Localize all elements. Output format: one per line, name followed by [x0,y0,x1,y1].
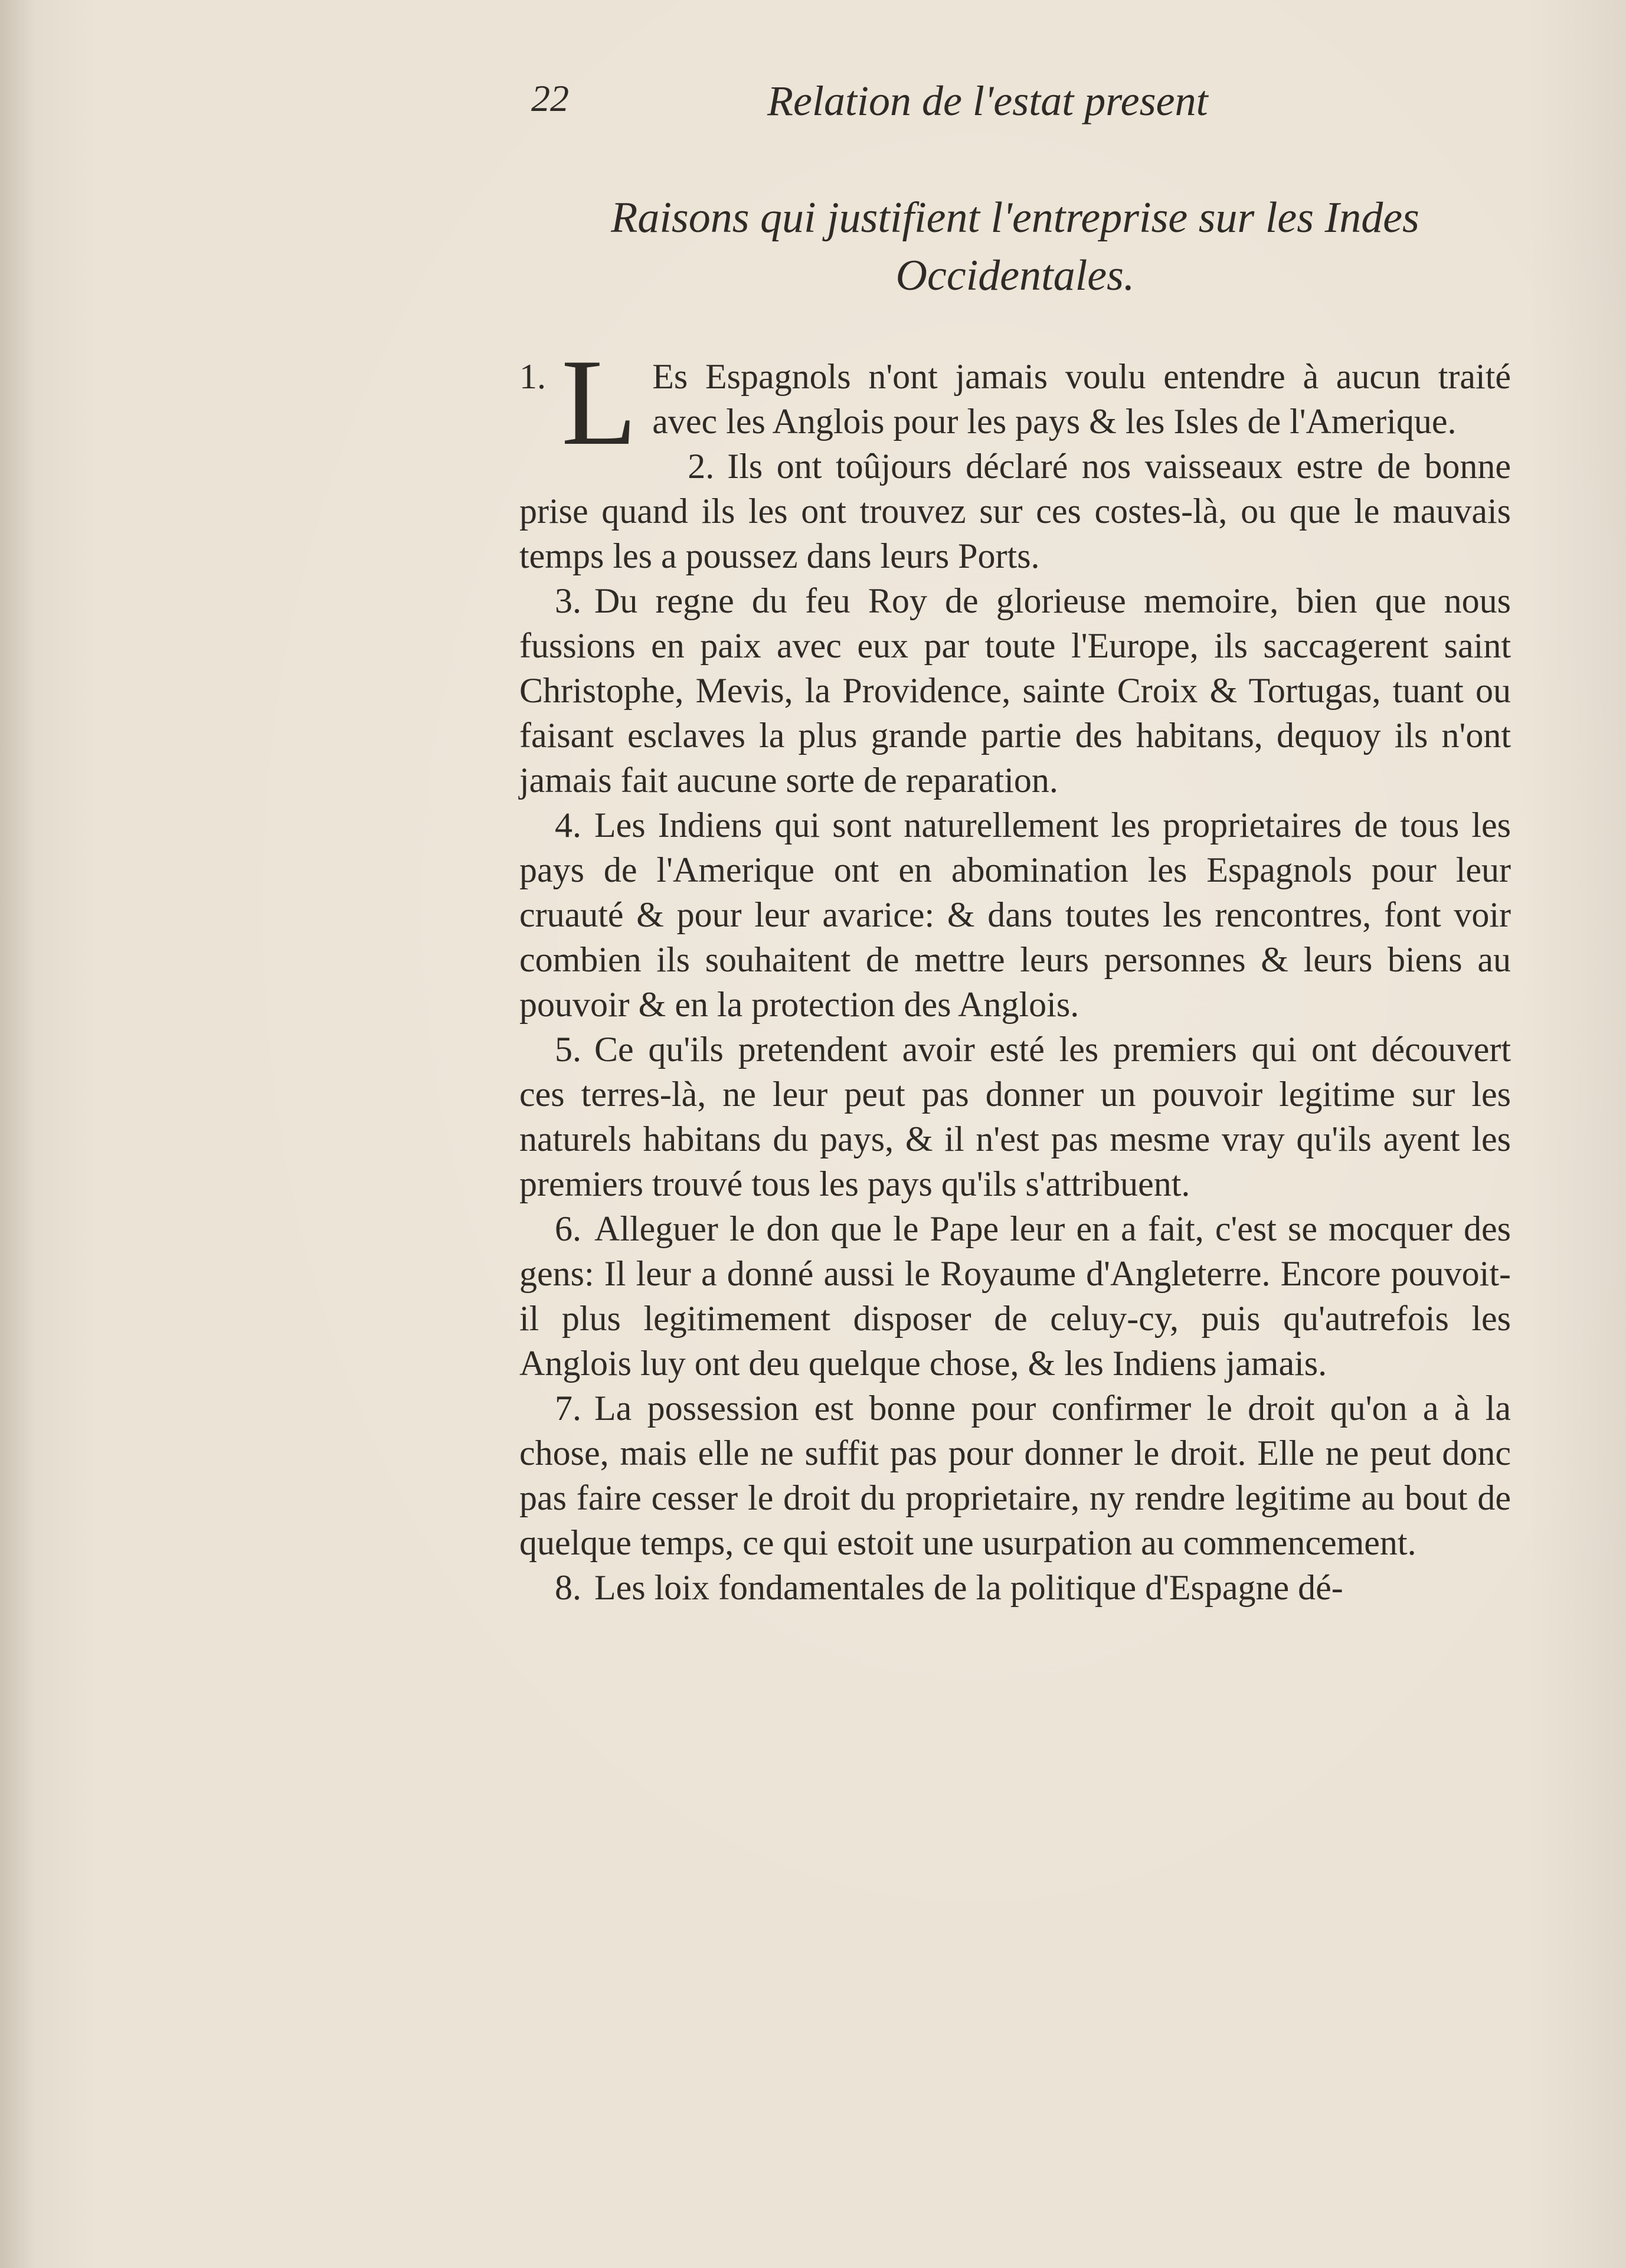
paragraph-text: Es Espagnols n'ont jamais voulu entendre à aucun traité avec les Anglois pour les pays & les Isles de l'Amerique. [652,357,1511,441]
paragraph-text: Ce qu'ils pretendent avoir esté les premiers qui ont découvert ces terres-là, ne leur peut pas donner un pouvoir legitime sur les naturels habitans du pays, & il n'est pas mesme vray qu'ils ayent les premiers trouvé tous les pays qu'ils s'attribuent. [519,1030,1511,1203]
drop-cap: L [561,334,637,471]
section-title-line-2: Occidentales. [895,251,1135,300]
paragraph-8 [519,1565,1511,1610]
paragraph-number: 3. [555,581,581,620]
paragraph-4 [519,803,1511,1027]
paragraph-number: 6. [555,1209,581,1248]
paragraph-1 [519,334,1511,471]
paragraph-text: Du regne du feu Roy de glorieuse memoire, bien que nous fussions en paix avec eux par toute l'Europe, ils saccagerent saint Christophe, Mevis, la Providence, sainte Croix & Tortugas, tuant ou faisant esclaves la plus grande partie des habitans, dequoy ils n'ont jamais fait aucune sorte de reparation. [519,581,1511,800]
page-header [531,77,1310,142]
paragraph-text: La possession est bonne pour confirmer le droit qu'on a à la chose, mais elle ne suffit pas pour donner le droit. Elle ne peut donc pas faire cesser le droit du proprietaire, ny rendre legitime au bout de quelque temps, ce qui estoit une usurpation au commencement. [519,1389,1511,1562]
paragraph-text: Alleguer le don que le Pape leur en a fait, c'est se mocquer des gens: Il leur a donné aussi le Royaume d'Angleterre. Encore pouvoit-il plus legitimement disposer de celuy-cy, puis qu'autrefois les Anglois luy ont deu quelque chose, & les Indiens jamais. [519,1209,1511,1383]
paragraph-text: Ils ont toûjours déclaré nos vaisseaux estre de bonne prise quand ils les ont trouvez sur ces costes-là, ou que le mauvais temps les a poussez dans leurs Ports. [519,447,1511,575]
paragraph-6 [519,1206,1511,1386]
paragraph-text: Les Indiens qui sont naturellement les proprietaires de tous les pays de l'Amerique ont en abomination les Espagnols pour leur cruauté & pour leur avarice: & dans toutes les rencontres, font voir combien ils souhaitent de mettre leurs personnes & leurs biens au pouvoir & en la protection des Anglois. [519,806,1511,1024]
paragraph-2 [519,444,1511,578]
paragraph-7 [519,1386,1511,1565]
paragraph-5 [519,1027,1511,1206]
paragraph-number: 1. [519,357,546,396]
paragraph-number: 2. [688,447,715,486]
body-text [519,334,1511,1610]
paragraph-text: Les loix fondamentales de la politique d'Espagne dé- [594,1568,1343,1607]
section-title [519,189,1511,305]
section-title-line-1: Raisons qui justifient l'entreprise sur les Indes [611,194,1419,242]
paragraph-3 [519,578,1511,803]
running-head: Relation de l'estat present [767,77,1208,125]
paragraph-number: 8. [555,1568,581,1607]
paragraph-number: 4. [555,806,581,845]
paragraph-number: 7. [555,1389,581,1428]
paragraph-number: 5. [555,1030,581,1069]
page-number: 22 [531,77,569,119]
page-gutter-shadow [0,0,35,2268]
